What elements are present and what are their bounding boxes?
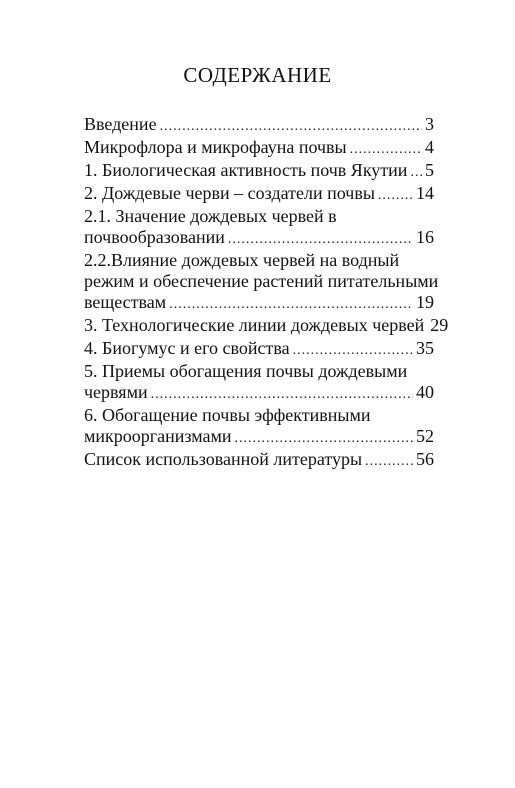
toc-entry-title: 4. Биогумус и его свойства xyxy=(84,338,290,358)
table-of-contents xyxy=(84,114,449,472)
toc-entry-title: веществам xyxy=(84,292,167,312)
dot-leader xyxy=(410,162,422,183)
toc-page-number: 4 xyxy=(425,137,434,157)
toc-page-number: 16 xyxy=(416,227,434,247)
toc-entry-title: Микрофлора и микрофауна почвы xyxy=(84,137,347,157)
toc-page-number: 56 xyxy=(416,449,434,469)
toc-entry-section-2 xyxy=(84,183,434,206)
toc-entry-section-4 xyxy=(84,338,434,361)
toc-entry-section-2-1 xyxy=(84,206,434,250)
toc-page-number: 40 xyxy=(416,382,434,402)
dot-leader xyxy=(151,384,413,405)
toc-entry-title: Список использованной литературы xyxy=(84,449,363,469)
toc-title: СОДЕРЖАНИЕ xyxy=(183,63,332,87)
toc-entry-title: Введение xyxy=(84,114,157,134)
toc-entry-title: 2. Дождевые черви – создатели почвы xyxy=(84,183,375,203)
toc-entry-section-3 xyxy=(84,315,449,338)
toc-entry-title-line: 2.1. Значение дождевых червей в xyxy=(84,206,337,226)
toc-entry-title-line: режим и обеспечение растений питательными xyxy=(84,271,439,291)
toc-entry-references xyxy=(84,449,434,472)
toc-entry-section-2-2 xyxy=(84,250,439,315)
toc-page-number: 5 xyxy=(425,160,434,180)
toc-entry-title: 1. Биологическая активность почв Якутии xyxy=(84,160,408,180)
toc-entry-title: 3. Технологические линии дождевых червей xyxy=(84,315,425,335)
dot-leader xyxy=(160,116,422,137)
toc-page-number: 3 xyxy=(425,114,434,134)
dot-leader xyxy=(365,451,413,472)
toc-page-number: 29 xyxy=(430,315,449,335)
toc-entry-introduction xyxy=(84,114,434,137)
toc-entry-title: микроорганизмами xyxy=(84,426,232,446)
toc-page-number: 19 xyxy=(416,292,434,312)
dot-leader xyxy=(293,340,413,361)
toc-entry-title: почвообразовании xyxy=(84,227,225,247)
dot-leader xyxy=(228,229,413,250)
toc-entry-section-1 xyxy=(84,160,434,183)
dot-leader xyxy=(378,185,413,206)
toc-entry-title: червями xyxy=(84,382,148,402)
dot-leader xyxy=(350,139,422,160)
toc-entry-microflora xyxy=(84,137,434,160)
toc-page-number: 52 xyxy=(416,426,434,446)
toc-entry-title-line: 2.2.Влияние дождевых червей на водный xyxy=(84,250,400,270)
toc-entry-section-6 xyxy=(84,405,434,449)
toc-page-number: 35 xyxy=(416,338,434,358)
toc-entry-title-line: 6. Обогащение почвы эффективными xyxy=(84,405,371,425)
toc-entry-section-5 xyxy=(84,361,434,405)
dot-leader xyxy=(235,428,413,449)
toc-entry-title-line: 5. Приемы обогащения почвы дождевыми xyxy=(84,361,408,381)
toc-page-number: 14 xyxy=(416,183,434,203)
dot-leader xyxy=(169,294,413,315)
